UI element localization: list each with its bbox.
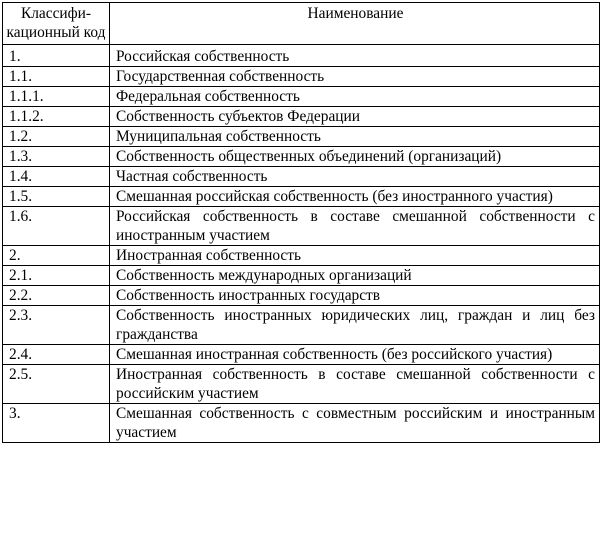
row-name: Собственность международных организаций bbox=[110, 266, 600, 286]
row-name: Смешанная иностранная собственность (без российского участия) bbox=[110, 345, 600, 365]
table-row bbox=[3, 67, 600, 87]
row-code: 2.2. bbox=[3, 286, 110, 306]
table-body bbox=[3, 45, 600, 443]
row-code: 2.4. bbox=[3, 345, 110, 365]
header-code-label: Классифи-кационный код bbox=[6, 5, 106, 41]
table-row bbox=[3, 187, 600, 207]
row-name: Российская собственность bbox=[110, 45, 600, 67]
table-row bbox=[3, 127, 600, 147]
header-name-label: Наименование bbox=[307, 5, 404, 22]
table-row bbox=[3, 266, 600, 286]
row-name: Федеральная собственность bbox=[110, 87, 600, 107]
row-code: 1.1.2. bbox=[3, 107, 110, 127]
table-row bbox=[3, 345, 600, 365]
table-row bbox=[3, 286, 600, 306]
table-row bbox=[3, 207, 600, 246]
row-name: Частная собственность bbox=[110, 167, 600, 187]
row-code: 1.1. bbox=[3, 67, 110, 87]
row-code: 3. bbox=[3, 404, 110, 443]
ownership-classification-document bbox=[2, 2, 599, 544]
row-name: Российская собственность в составе смешанной собственности с иностранным участием bbox=[110, 207, 600, 246]
header-name-cell bbox=[110, 3, 600, 45]
table-row bbox=[3, 365, 600, 404]
row-code: 1.5. bbox=[3, 187, 110, 207]
ownership-classification-table bbox=[2, 2, 600, 443]
row-code: 2. bbox=[3, 246, 110, 266]
row-name: Смешанная российская собственность (без иностранного участия) bbox=[110, 187, 600, 207]
table-header-row bbox=[3, 3, 600, 45]
row-name: Собственность иностранных юридических лиц, граждан и лиц без гражданства bbox=[110, 306, 600, 345]
row-code: 1.4. bbox=[3, 167, 110, 187]
row-name: Иностранная собственность bbox=[110, 246, 600, 266]
table-row bbox=[3, 147, 600, 167]
row-name: Иностранная собственность в составе смешанной собственности с российским участием bbox=[110, 365, 600, 404]
row-code: 2.1. bbox=[3, 266, 110, 286]
table-row bbox=[3, 107, 600, 127]
row-code: 2.3. bbox=[3, 306, 110, 345]
row-name: Собственность субъектов Федерации bbox=[110, 107, 600, 127]
table-row bbox=[3, 306, 600, 345]
table-row bbox=[3, 45, 600, 67]
row-code: 2.5. bbox=[3, 365, 110, 404]
row-name: Муниципальная собственность bbox=[110, 127, 600, 147]
table-row bbox=[3, 246, 600, 266]
table-row bbox=[3, 87, 600, 107]
table-row bbox=[3, 404, 600, 443]
row-code: 1. bbox=[3, 45, 110, 67]
row-code: 1.1.1. bbox=[3, 87, 110, 107]
row-name: Собственность общественных объединений (организаций) bbox=[110, 147, 600, 167]
row-name: Собственность иностранных государств bbox=[110, 286, 600, 306]
header-code-cell bbox=[3, 3, 110, 45]
table-row bbox=[3, 167, 600, 187]
row-name: Государственная собственность bbox=[110, 67, 600, 87]
row-code: 1.2. bbox=[3, 127, 110, 147]
row-code: 1.6. bbox=[3, 207, 110, 246]
row-code: 1.3. bbox=[3, 147, 110, 167]
row-name: Смешанная собственность с совместным российским и иностранным участием bbox=[110, 404, 600, 443]
